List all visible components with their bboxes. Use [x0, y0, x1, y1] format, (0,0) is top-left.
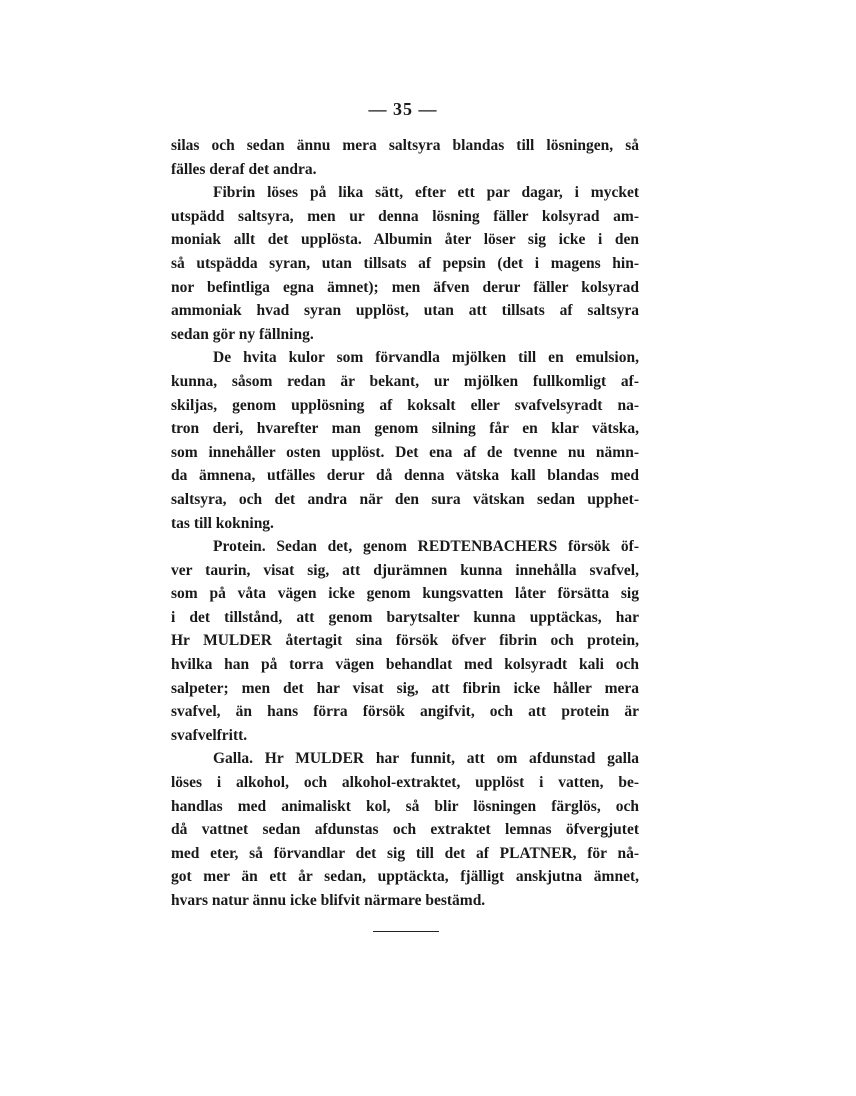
text-line: salpeter; men det har visat sig, att fibrin icke håller mera [171, 679, 639, 697]
text-line: Galla. Hr MULDER har funnit, att om afdunstad galla [213, 750, 639, 768]
text-line: som innehåller osten upplöst. Det ena af de tvenne nu nämn- [171, 443, 639, 461]
text-line: ver taurin, visat sig, att djurämnen kunna innehålla svafvel, [171, 561, 639, 579]
text-line: tron deri, hvarefter man genom silning får en klar vätska, [171, 420, 639, 438]
text-line: nor befintliga egna ämnet); men äfven derur fäller kolsyrad [171, 278, 639, 296]
text-line: da ämnena, utfälles derur då denna vätska kall blandas med [171, 467, 639, 485]
text-line: Protein. Sedan det, genom REDTENBACHERS försök öf- [213, 538, 639, 556]
text-line: som på våta vägen icke genom kungsvatten låter försätta sig [171, 585, 639, 603]
text-line: svafvel, än hans förra försök angifvit, och att protein är [171, 703, 639, 721]
text-line: Fibrin löses på lika sätt, efter ett par dagar, i mycket [213, 184, 639, 202]
text-line: hvars natur ännu icke blifvit närmare bestämd. [171, 892, 486, 909]
text-line: hvilka han på torra vägen behandlat med kolsyradt kali och [171, 656, 639, 674]
text-line: kunna, såsom redan är bekant, ur mjölken fullkomligt af- [171, 372, 639, 390]
footer-rule [373, 931, 439, 932]
text-line: sedan gör ny fällning. [171, 325, 314, 343]
text-line: handlas med animaliskt kol, så blir lösningen färglös, och [171, 797, 639, 815]
text-line: utspädd saltsyra, men ur denna lösning fäller kolsyrad am- [171, 207, 639, 225]
text-line: Hr MULDER återtagit sina försök öfver fibrin och protein, [171, 632, 639, 650]
text-line: svafvelfritt. [171, 726, 248, 744]
text-line: saltsyra, och det andra när den sura vätskan sedan upphet- [171, 490, 639, 508]
text-line: got mer än ett år sedan, upptäckta, fjälligt anskjutna ämnet, [171, 868, 639, 886]
text-line: då vattnet sedan afdunstas och extraktet lemnas öfvergjutet [171, 821, 639, 839]
text-line: löses i alkohol, och alkohol-extraktet, upplöst i vatten, be- [171, 774, 639, 792]
text-line: silas och sedan ännu mera saltsyra blandas till lösningen, så [171, 137, 639, 154]
page-number: — 35 — [368, 99, 438, 119]
text-line: i det tillstånd, att genom barytsalter kunna upptäckas, har [171, 608, 639, 626]
text-line: ammoniak hvad syran upplöst, utan att tillsats af saltsyra [171, 302, 639, 320]
text-line: tas till kokning. [171, 514, 274, 532]
text-line: skiljas, genom upplösning af koksalt eller svafvelsyradt na- [171, 396, 639, 414]
text-line: moniak allt det upplösta. Albumin åter löser sig icke i den [171, 231, 639, 249]
text-line: De hvita kulor som förvandla mjölken till en emulsion, [213, 349, 639, 367]
text-line: med eter, så förvandlar det sig till det af PLATNER, för nå- [171, 844, 639, 862]
text-line: fälles deraf det andra. [171, 160, 317, 178]
body-text [171, 134, 639, 913]
text-line: så utspädda syran, utan tillsats af pepsin (det i magens hin- [171, 254, 639, 272]
